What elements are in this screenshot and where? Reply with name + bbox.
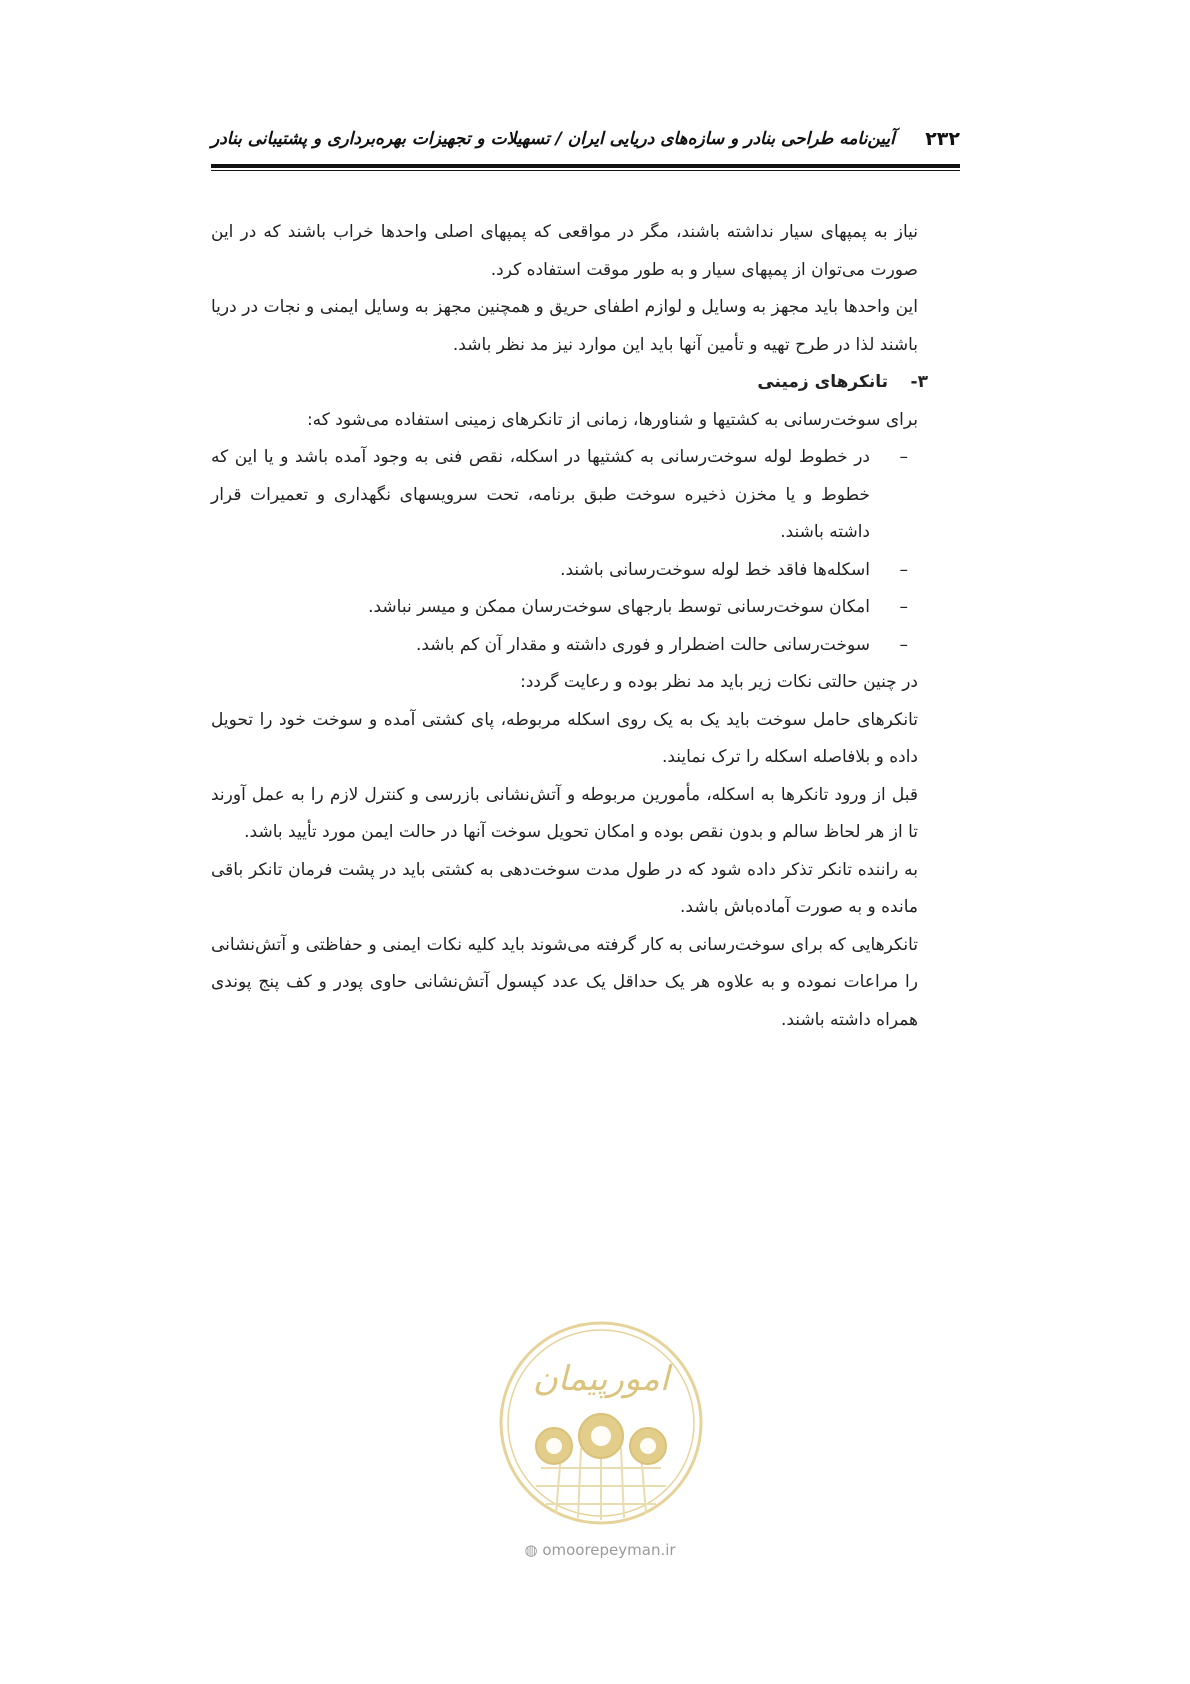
- header-rule-thick: [211, 164, 960, 168]
- page-body: [211, 214, 928, 1039]
- watermark-website: [490, 1541, 710, 1559]
- watermark-logo-text: امورپیمان: [532, 1359, 670, 1399]
- section-heading: [211, 364, 928, 402]
- paragraph: در چنین حالتی نکات زیر باید مد نظر بوده و رعایت گردد:: [520, 672, 918, 692]
- running-header: [211, 128, 960, 156]
- paragraph: به راننده تانکر تذکر داده شود که در طول مدت سوخت‌دهی به کشتی باید در پشت فرمان تانکر باقی مانده و به صورت آماده‌باش باشد.: [211, 859, 918, 917]
- website-text: omoorepeyman.ir: [542, 1541, 676, 1559]
- bullet-dash: –: [899, 597, 908, 617]
- watermark-seal-logo: [496, 1318, 706, 1528]
- list-item-text: در خطوط لوله سوخت‌رسانی به کشتیها در اسکله، نقص فنی به وجود آمده باشد و یا این که خطوط و یا مخزن ذخیره سوخت طبق برنامه، تحت سرویسهای نگهداری و تعمیرات قرار داشته باشند.: [211, 447, 870, 542]
- header-rule-thin: [211, 170, 960, 171]
- paragraph: این واحدها باید مجهز به وسایل و لوازم اطفای حریق و همچنین مجهز به وسایل ایمنی و نجات در دریا باشند لذا در طرح تهیه و تأمین آنها باید این موارد نیز مد نظر باشد.: [211, 297, 918, 355]
- bullet-dash: –: [899, 634, 908, 655]
- bullet-dash: –: [899, 559, 908, 580]
- section-number: ۳-: [910, 372, 928, 392]
- paragraph: نیاز به پمپهای سیار نداشته باشند، مگر در مواقعی که پمپهای اصلی واحدها خراب باشند که در این صورت می‌توان از پمپهای سیار و به طور موقت استفاده کرد.: [211, 222, 918, 280]
- list-item-text: اسکله‌ها فاقد خط لوله سوخت‌رسانی باشند.: [560, 559, 870, 580]
- bullet-dash: –: [899, 447, 908, 467]
- list-item: [211, 589, 918, 627]
- list-item: [211, 627, 918, 665]
- list-item-text: سوخت‌رسانی حالت اضطرار و فوری داشته و مقدار آن کم باشد.: [415, 634, 870, 655]
- list-item: [211, 439, 918, 552]
- paragraph: قبل از ورود تانکرها به اسکله، مأمورین مربوطه و آتش‌نشانی بازرسی و کنترل لازم را به عمل آورند تا از هر لحاظ سالم و بدون نقص بوده و امکان تحویل سوخت آنها در حالت ایمن مورد تأیید باشد.: [211, 784, 918, 842]
- paragraph: تانکرهای حامل سوخت باید یک به یک روی اسکله مربوطه، پای کشتی آمده و سوخت خود را تحویل داده و بلافاصله اسکله را ترک نمایند.: [211, 709, 918, 767]
- globe-icon: ◍: [524, 1541, 538, 1559]
- list-item: [211, 552, 918, 590]
- running-title: آیین‌نامه طراحی بنادر و سازه‌های دریایی ایران / تسهیلات و تجهیزات بهره‌برداری و پشتیبانی بنادر: [211, 129, 895, 149]
- section-title: تانکرهای زمینی: [757, 372, 888, 392]
- list-item-text: امکان سوخت‌رسانی توسط بارجهای سوخت‌رسان ممکن و میسر نباشد.: [368, 597, 870, 617]
- page-number: ۲۳۲: [925, 128, 960, 150]
- paragraph: تانکرهایی که برای سوخت‌رسانی به کار گرفته می‌شوند باید کلیه نکات ایمنی و حفاظتی و آتش‌نشانی را مراعات نموده و به علاوه هر یک حداقل یک عدد کپسول آتش‌نشانی حاوی پودر و کف پنج پوندی همراه داشته باشند.: [211, 934, 918, 1030]
- paragraph: برای سوخت‌رسانی به کشتیها و شناورها، زمانی از تانکرهای زمینی استفاده می‌شود که:: [306, 409, 918, 430]
